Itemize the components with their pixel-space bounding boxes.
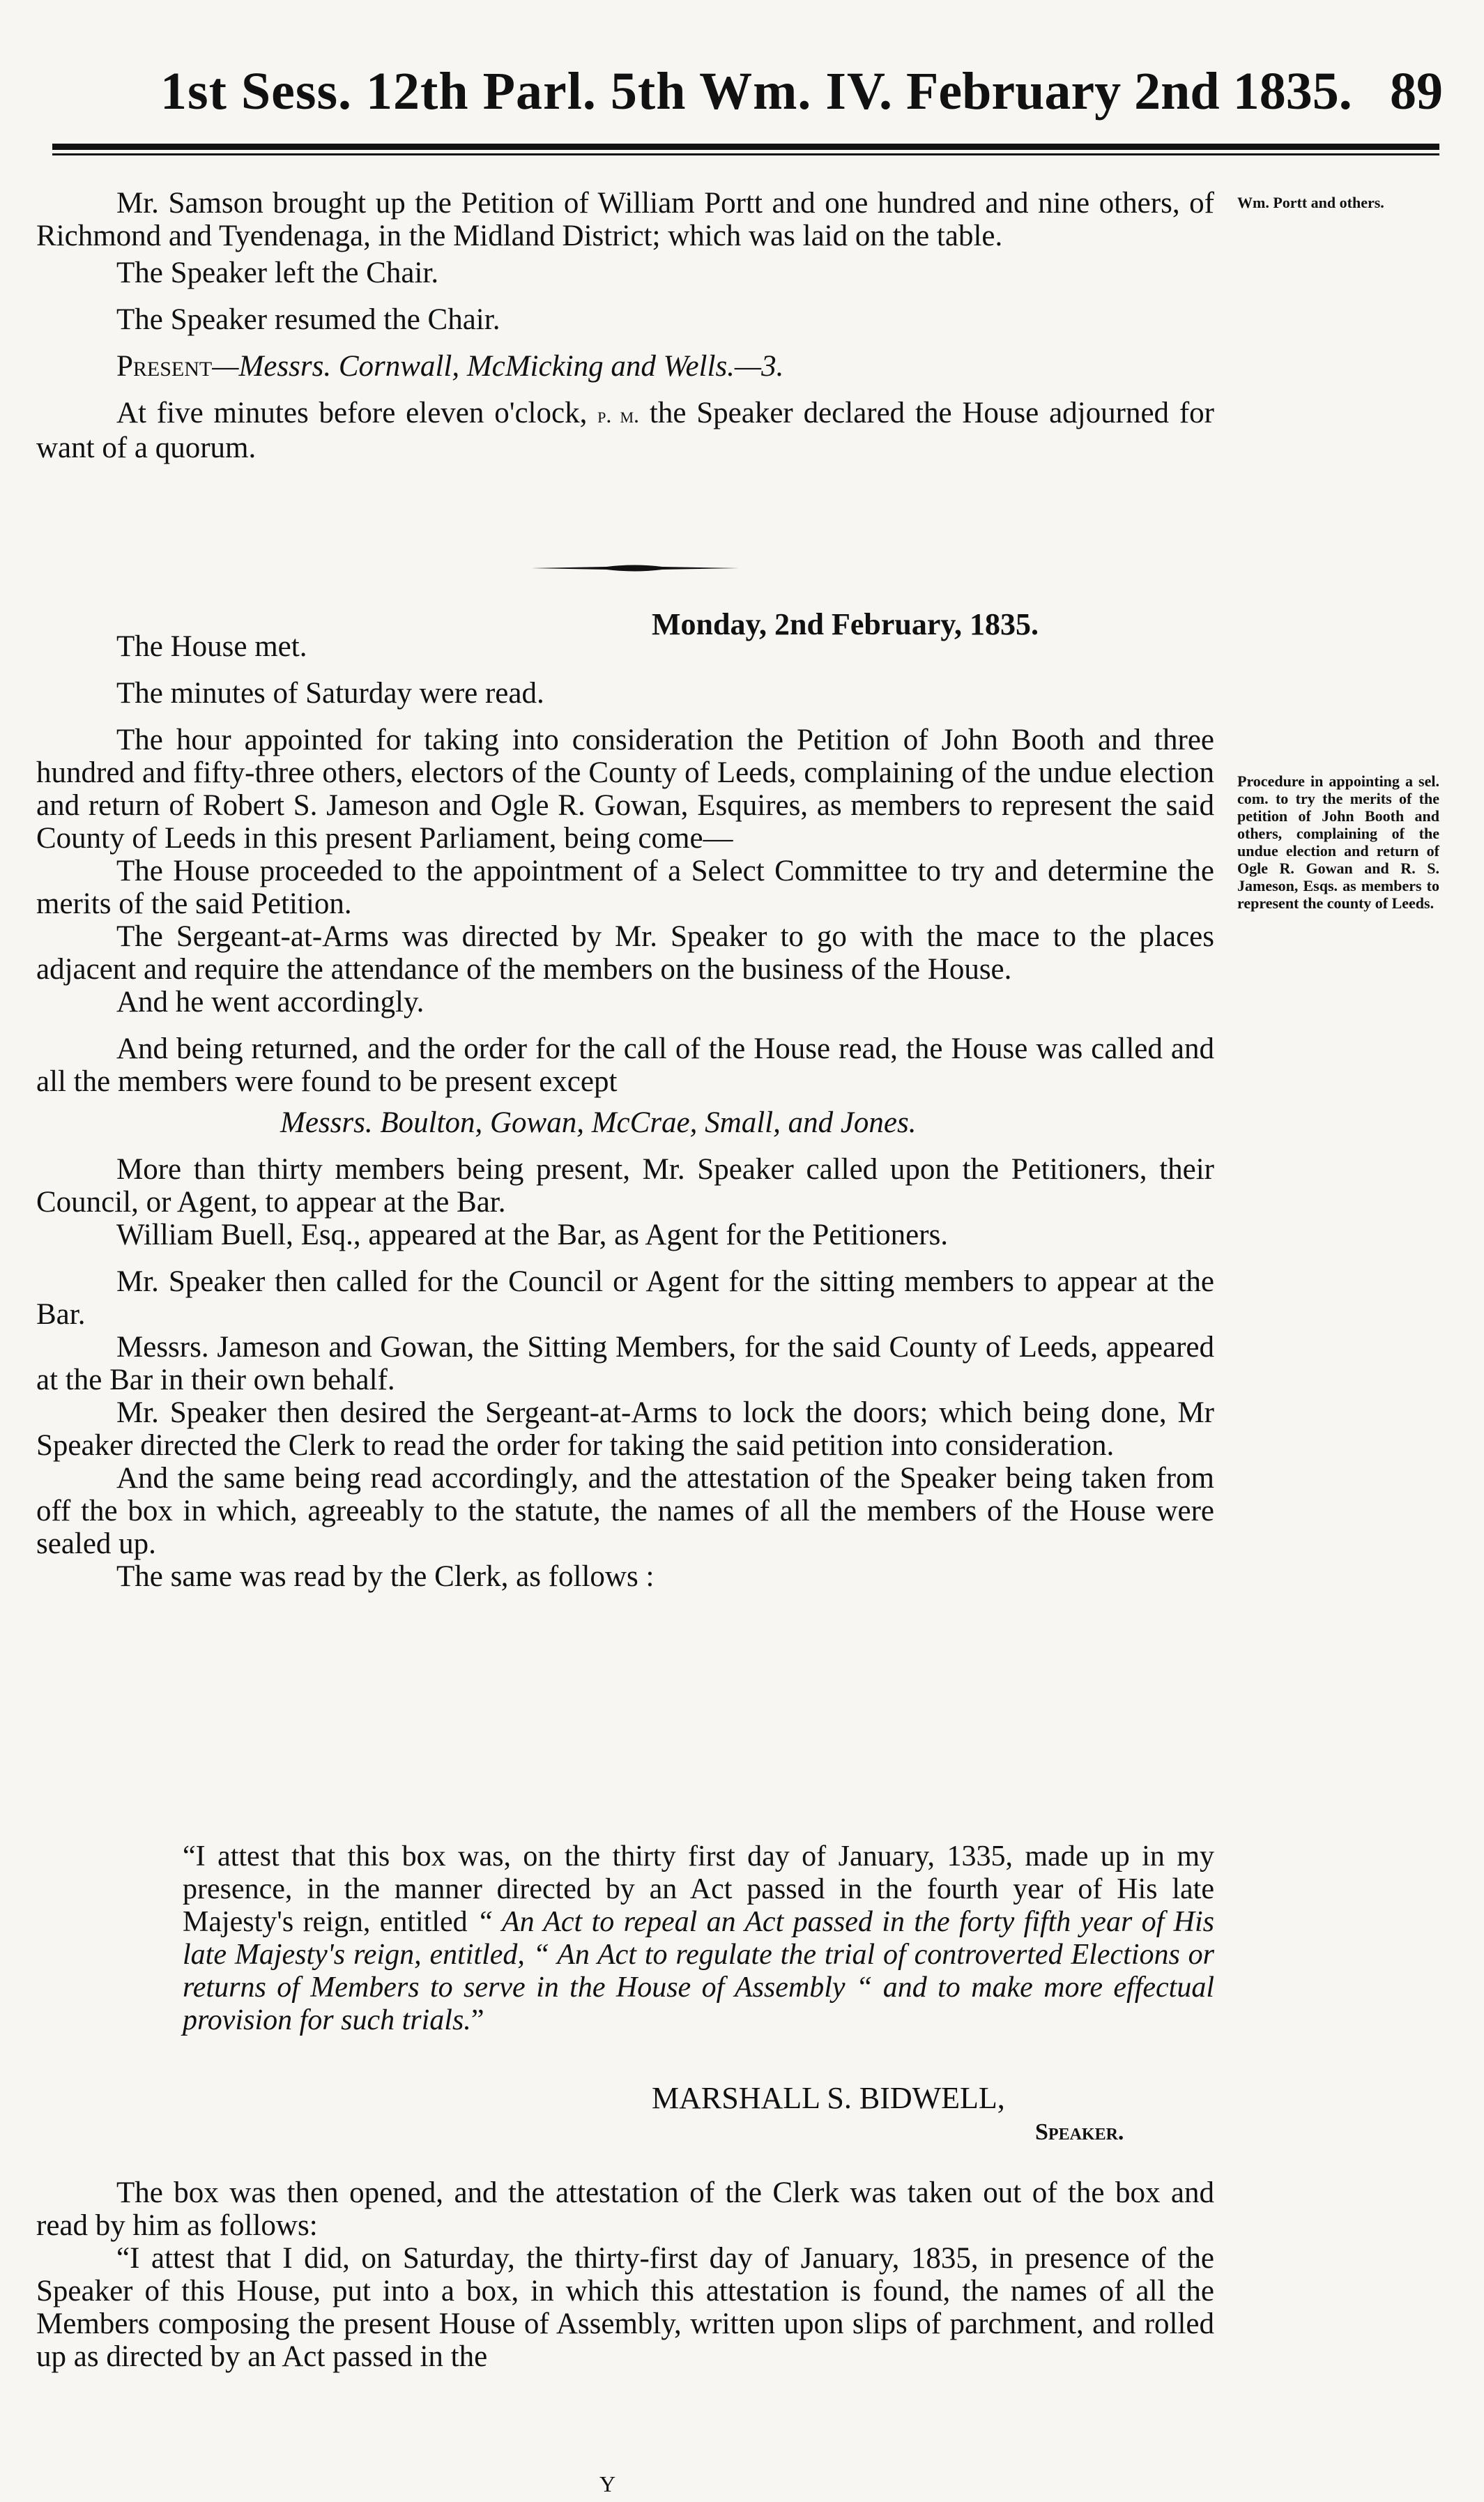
signature-mark: Y [599,2471,616,2496]
paragraph-read-by-clerk: The same was read by the Clerk, as follows : [116,1560,655,1593]
quote-act-title: “ An Act to repeal an Act passed in the forty fifth year of His late Majesty's reign, entitled, “ An Act to regulate the trial of controverted Elections or returns of Members to serve in the House of Assembly “ and to make more effectual provision for such trials. [183,1906,1215,2036]
paragraph-speaker-resumed: The Speaker resumed the Chair. [116,303,500,336]
paragraph-present [36,350,1214,383]
paragraph-sergeant-mace: The Sergeant-at-Arms was directed by Mr. Speaker to go with the mace to the places adjacent and require the attendance of the members on the business of the House. [36,920,1214,986]
day-heading: Monday, 2nd February, 1835. [652,607,1039,641]
paragraph-sitting-members-called: Mr. Speaker then called for the Council or Agent for the sitting members to appear at the Bar. [36,1265,1214,1331]
header-rule-thick [52,144,1439,150]
signature-title: Speaker. [1035,2119,1124,2145]
section-clerk-attestation [36,2176,1214,2373]
speaker-attestation-quote: “I attest that this box was, on the thirty first day of January, 1335, made up in my presence, in the manner directed by an Act passed in the fourth year of His late Majesty's reign, entitled “ An Act to repeal an Act passed in the forty fifth year of His late Majesty's reign, entitled, “ An Act to regulate the trial of controverted Elections or returns of Members to serve in the House of Assembly “ and to make more effectual provision for such trials.” [183,1840,1215,2036]
section-monday [36,630,1214,1593]
paragraph-select-committee: The House proceeded to the appointment of a Select Committee to try and determine the merits of the said Petition. [36,855,1214,920]
paragraph-went-accordingly: And he went accordingly. [116,986,424,1019]
section-saturday-end [36,187,1214,464]
header-date: February 2nd 1835. [906,62,1352,121]
present-names: —Messrs. Cornwall, McMicking and Wells.—3. [212,350,784,383]
margin-note-procedure: Procedure in appointing a sel. com. to try the merits of the petition of John Booth and others, complaining of the undue election and return of Ogle R. Gowan and R. S. Jameson, Esqs. as members to represent the county of Leeds. [1237,772,1439,912]
paragraph-speaker-left: The Speaker left the Chair. [116,257,439,289]
paragraph-portt-petition: Mr. Samson brought up the Petition of William Portt and one hundred and nine others, of Richmond and Tyendenaga, in the Midland District; which was laid on the table. [36,187,1214,252]
pm-abbrev: p. m. [597,402,640,427]
paragraph-minutes-read: The minutes of Saturday were read. [116,677,544,710]
section-divider-ornament [530,563,739,573]
page-number: 89 [1390,62,1443,121]
paragraph-house-met: The House met. [116,630,307,663]
paragraph-box-opened: The box was then opened, and the attestation of the Clerk was taken out of the box and read by him as follows: [36,2176,1214,2242]
quote-opening: “I attest that this box was, on the thirty first day of January, 1335, made up in my presence, in the manner directed by an Act passed in the fourth year of His late Majesty's reign, entitled [183,1840,1214,1938]
running-header [160,61,1443,145]
paragraph-buell-agent: William Buell, Esq., appeared at the Bar, as Agent for the Petitioners. [116,1219,949,1251]
present-label: Present [116,350,213,383]
paragraph-lock-doors: Mr. Speaker then desired the Sergeant-at-Arms to lock the doors; which being done, Mr Speaker directed the Clerk to read the order for taking the said petition into consideration. [36,1396,1214,1462]
paragraph-booth-petition: The hour appointed for taking into consideration the Petition of John Booth and three hundred and fifty-three others, electors of the County of Leeds, complaining of the undue election and return of Robert S. Jameson and Ogle R. Gowan, Esquires, as members to represent the said County of Leeds in this present Parliament, being come— [36,724,1214,855]
paragraph-petitioners-called: More than thirty members being present, Mr. Speaker called upon the Petitioners, their Council, or Agent, to appear at the Bar. [36,1153,1214,1219]
paragraph-adjourned: At five minutes before eleven o'clock, p. m. the Speaker declared the House adjourned for want of a quorum. [36,397,1215,464]
paragraph-clerk-quote: “I attest that I did, on Saturday, the thirty-first day of January, 1835, in presence of the Speaker of this House, put into a box, in which this attestation is found, the names of all the Members composing the present House of Assembly, written upon slips of parchment, and rolled up as directed by an Act passed in the [36,2242,1214,2373]
paragraph-attestation-speaker: And the same being read accordingly, and the attestation of the Speaker being taken from off the box in which, agreeably to the statute, the names of all the members of the House were sealed up. [36,1462,1214,1560]
paragraph-call-of-house: And being returned, and the order for the call of the House read, the House was called and all the members were found to be present except [36,1032,1214,1098]
header-session: 1st Sess. 12th Parl. 5th Wm. IV. [160,62,894,121]
signature-name: MARSHALL S. BIDWELL, [652,2081,1005,2115]
header-rule-thin [52,153,1439,155]
absent-members: Messrs. Boulton, Gowan, McCrae, Small, and Jones. [280,1106,917,1139]
paragraph-jameson-gowan: Messrs. Jameson and Gowan, the Sitting Members, for the said County of Leeds, appeared at the Bar in their own behalf. [36,1331,1214,1396]
margin-note-portt: Wm. Portt and others. [1237,194,1384,211]
